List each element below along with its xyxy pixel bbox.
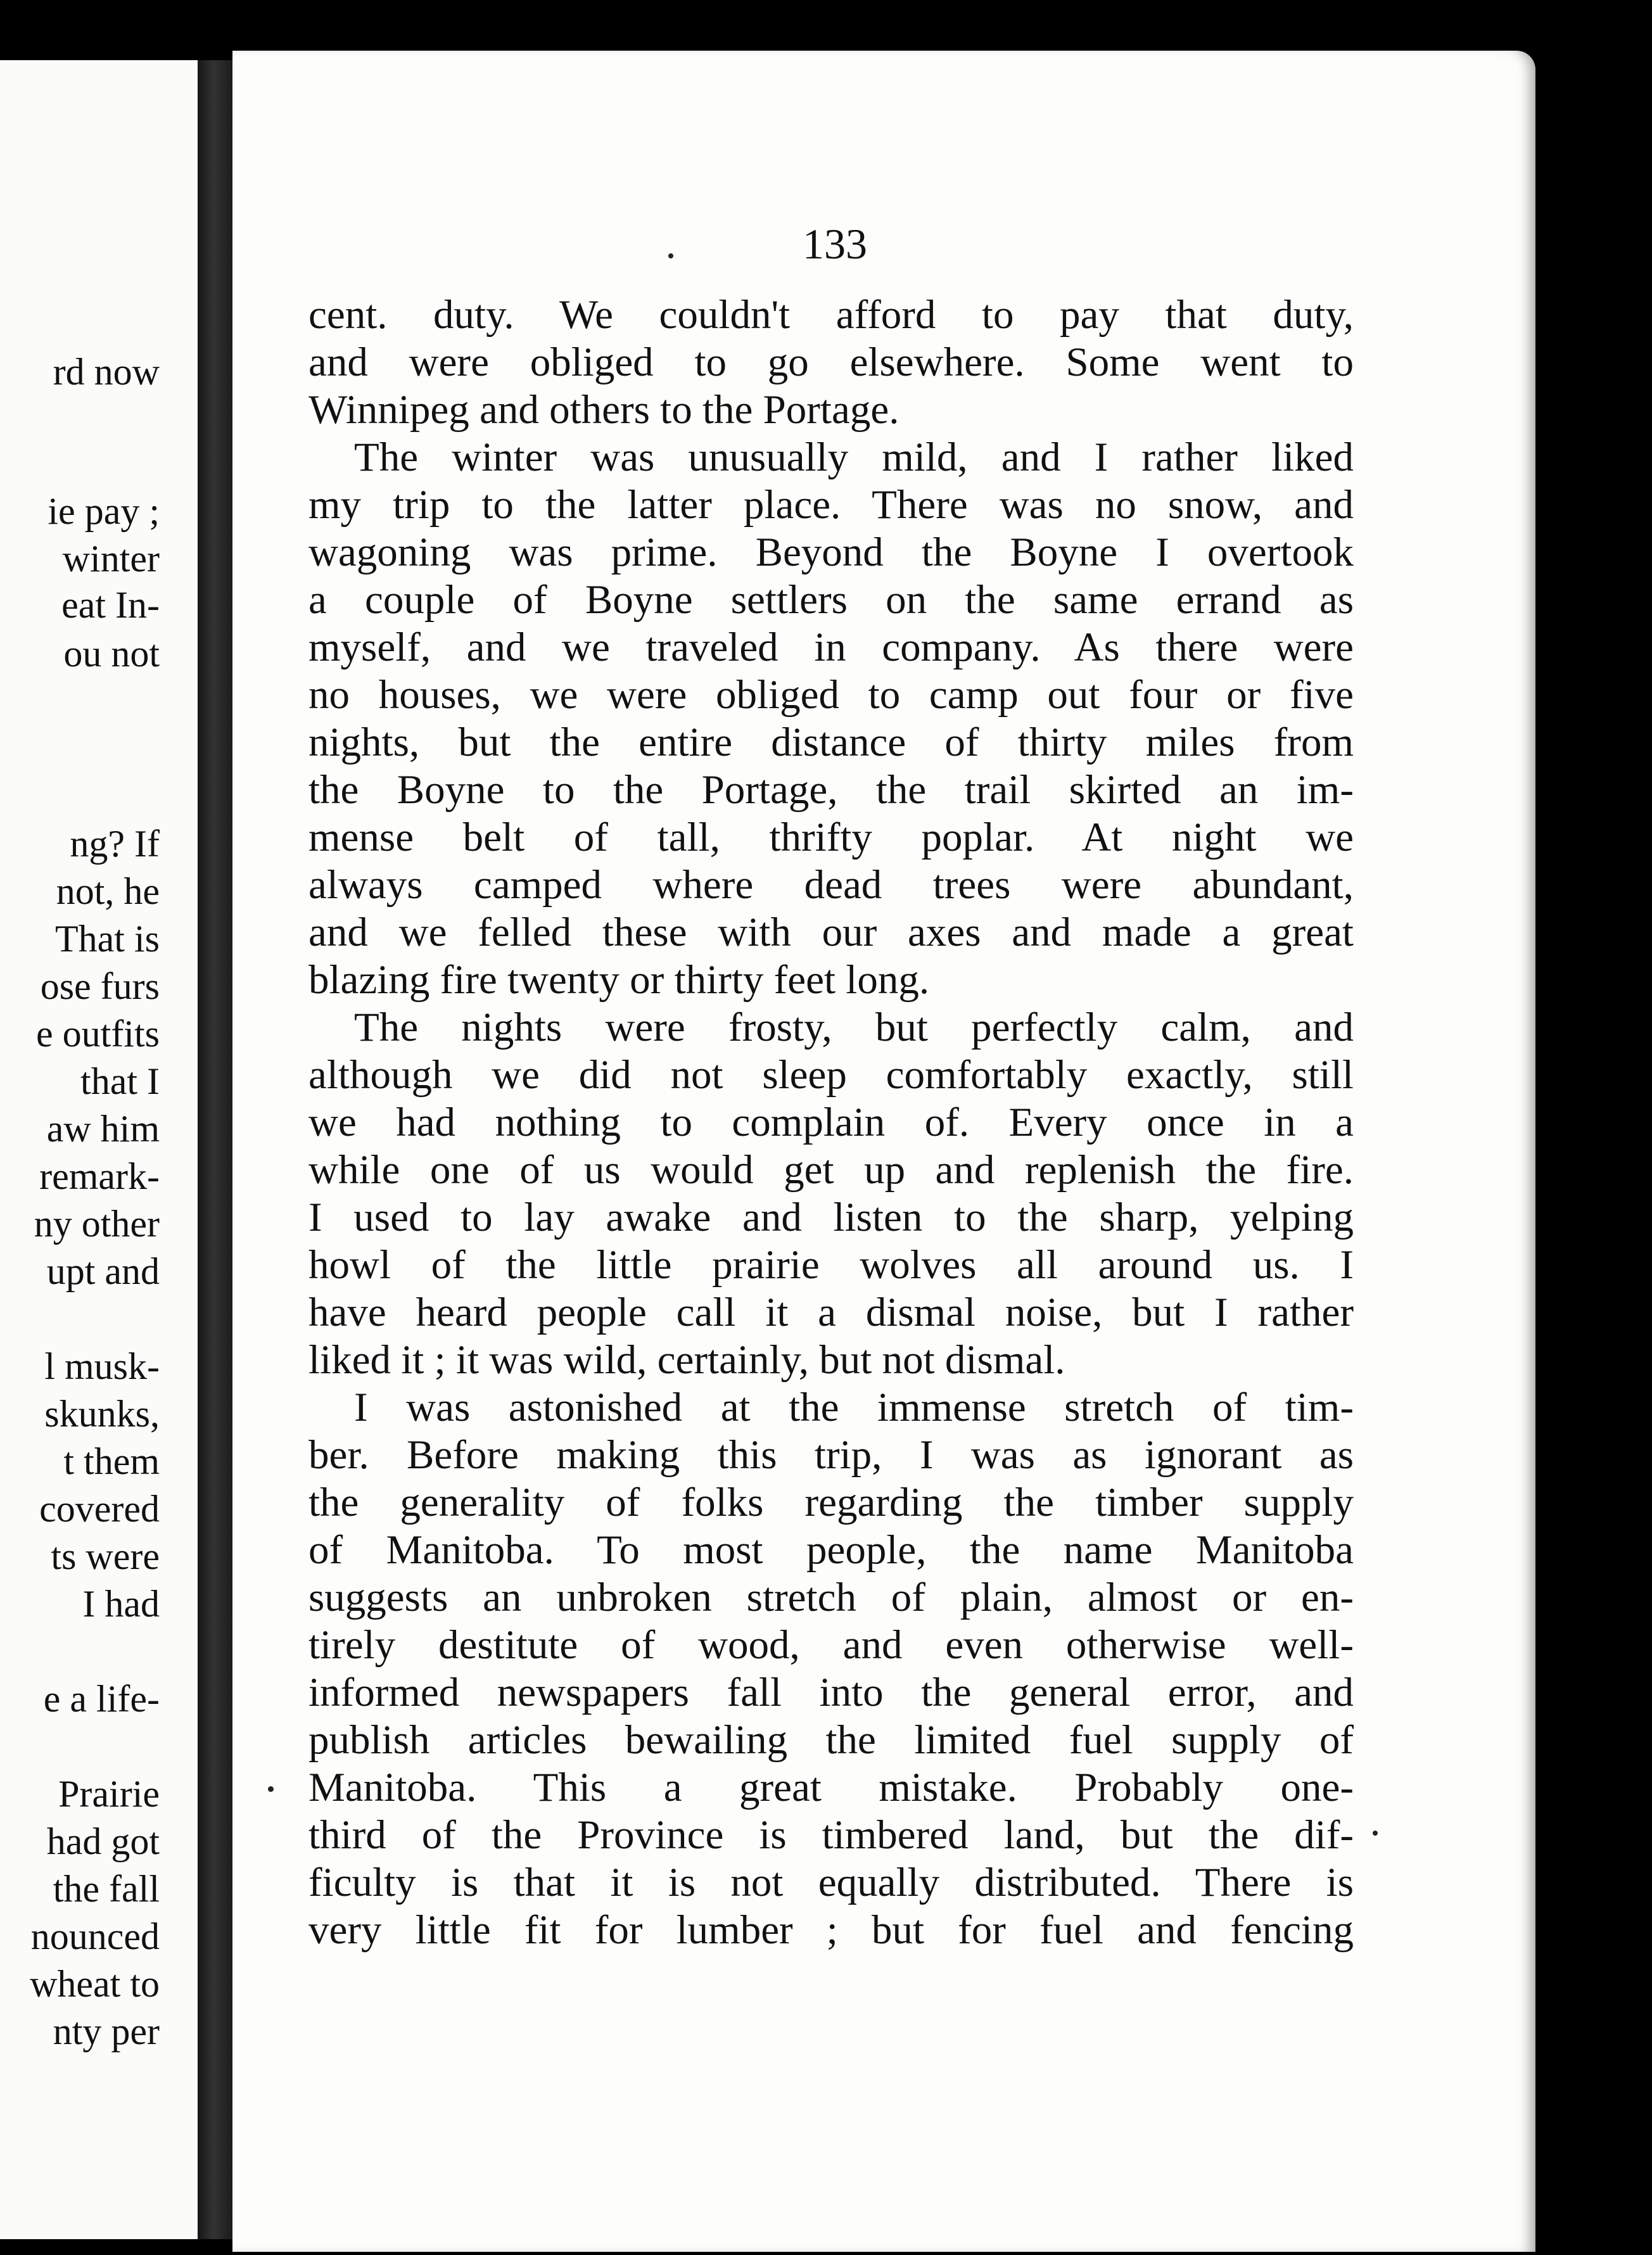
text-line: wagoning was prime. Beyond the Boyne I overtook bbox=[308, 530, 1354, 575]
text-line: I was astonished at the immense stretch of tim- bbox=[354, 1385, 1354, 1430]
left-page-line: e a life- bbox=[43, 1678, 160, 1720]
left-page-line: ny other bbox=[34, 1203, 160, 1245]
book-spine bbox=[198, 60, 232, 2239]
text-line: very little fit for lumber ; but for fuel and fencing bbox=[308, 1907, 1354, 1953]
text-line: and we felled these with our axes and made a great bbox=[308, 910, 1354, 955]
text-line: the generality of folks regarding the timber supply bbox=[308, 1480, 1354, 1525]
text-line: no houses, we were obliged to camp out four or five bbox=[308, 672, 1354, 718]
left-page-line: winter bbox=[62, 538, 160, 580]
text-line: tirely destitute of wood, and even otherwise well- bbox=[308, 1622, 1354, 1668]
left-page-line: ie pay ; bbox=[48, 490, 160, 532]
text-line: a couple of Boyne settlers on the same errand as bbox=[308, 577, 1354, 623]
text-line: have heard people call it a dismal noise, but I rather bbox=[308, 1290, 1354, 1335]
left-page-line: ou not bbox=[63, 633, 160, 675]
left-page-line: ng? If bbox=[70, 823, 160, 865]
ink-speck bbox=[1373, 1831, 1378, 1836]
left-page-line: covered bbox=[39, 1488, 160, 1530]
text-line: publish articles bewailing the limited fuel supply of bbox=[308, 1717, 1354, 1763]
text-line: ber. Before making this trip, I was as ignorant as bbox=[308, 1432, 1354, 1478]
text-line: we had nothing to complain of. Every once in a bbox=[308, 1100, 1354, 1145]
left-page-line: rd now bbox=[53, 351, 160, 393]
left-page-line: l musk- bbox=[44, 1345, 160, 1387]
left-page-fragment bbox=[0, 60, 198, 2239]
text-line: while one of us would get up and replenish the fire. bbox=[308, 1147, 1354, 1193]
left-page-line: ose furs bbox=[40, 965, 160, 1007]
left-page-line: skunks, bbox=[44, 1393, 160, 1435]
left-page-line: aw him bbox=[46, 1108, 160, 1150]
left-page-line: remark- bbox=[39, 1155, 160, 1197]
left-page-line: wheat to bbox=[30, 1963, 160, 2005]
text-line: Winnipeg and others to the Portage. bbox=[308, 387, 899, 433]
text-line: cent. duty. We couldn't afford to pay that duty, bbox=[308, 292, 1354, 338]
text-line: Manitoba. This a great mistake. Probably one- bbox=[308, 1765, 1354, 1810]
left-page-line: not, he bbox=[56, 870, 160, 912]
text-line: of Manitoba. To most people, the name Manitoba bbox=[308, 1527, 1354, 1573]
left-page-line: I had bbox=[82, 1583, 160, 1625]
ink-speck bbox=[668, 253, 673, 258]
left-page-line: Prairie bbox=[58, 1773, 160, 1815]
text-line: mense belt of tall, thrifty poplar. At night we bbox=[308, 815, 1354, 860]
text-line: nights, but the entire distance of thirty miles from bbox=[308, 720, 1354, 765]
page-number: 133 bbox=[803, 220, 867, 268]
left-page-line: ts were bbox=[51, 1535, 160, 1577]
text-line: always camped where dead trees were abundant, bbox=[308, 862, 1354, 908]
text-line: the Boyne to the Portage, the trail skirted an im- bbox=[308, 767, 1354, 813]
text-line: blazing fire twenty or thirty feet long. bbox=[308, 957, 930, 1003]
text-line: I used to lay awake and listen to the sharp, yelping bbox=[308, 1195, 1354, 1240]
left-page-line: e outfits bbox=[36, 1013, 160, 1055]
text-line: suggests an unbroken stretch of plain, almost or en- bbox=[308, 1575, 1354, 1620]
text-line: howl of the little prairie wolves all around us. I bbox=[308, 1242, 1354, 1288]
left-page-line: That is bbox=[55, 918, 160, 960]
left-page-line: the fall bbox=[53, 1868, 160, 1910]
left-page-line: nty per bbox=[53, 2010, 160, 2052]
left-page-line: had got bbox=[46, 1820, 160, 1862]
text-line: informed newspapers fall into the general error, and bbox=[308, 1670, 1354, 1715]
text-line: and were obliged to go elsewhere. Some went to bbox=[308, 340, 1354, 385]
body-text bbox=[308, 291, 1354, 1954]
right-page bbox=[232, 51, 1535, 2252]
ink-speck bbox=[268, 1786, 274, 1792]
left-page-line: eat In- bbox=[61, 584, 160, 626]
text-line: third of the Province is timbered land, but the dif- bbox=[308, 1812, 1354, 1858]
text-line: although we did not sleep comfortably exactly, still bbox=[308, 1052, 1354, 1098]
text-line: The nights were frosty, but perfectly calm, and bbox=[354, 1005, 1354, 1050]
text-line: my trip to the latter place. There was no snow, and bbox=[308, 482, 1354, 528]
left-page-line: upt and bbox=[46, 1250, 160, 1292]
left-page-line: nounced bbox=[30, 1915, 160, 1957]
text-line: liked it ; it was wild, certainly, but not dismal. bbox=[308, 1337, 1065, 1383]
text-line: ficulty is that it is not equally distributed. There is bbox=[308, 1860, 1354, 1905]
text-line: The winter was unusually mild, and I rather liked bbox=[354, 435, 1354, 480]
left-page-line: that I bbox=[80, 1060, 160, 1102]
left-page-line: t them bbox=[63, 1440, 160, 1482]
text-line: myself, and we traveled in company. As there were bbox=[308, 625, 1354, 670]
